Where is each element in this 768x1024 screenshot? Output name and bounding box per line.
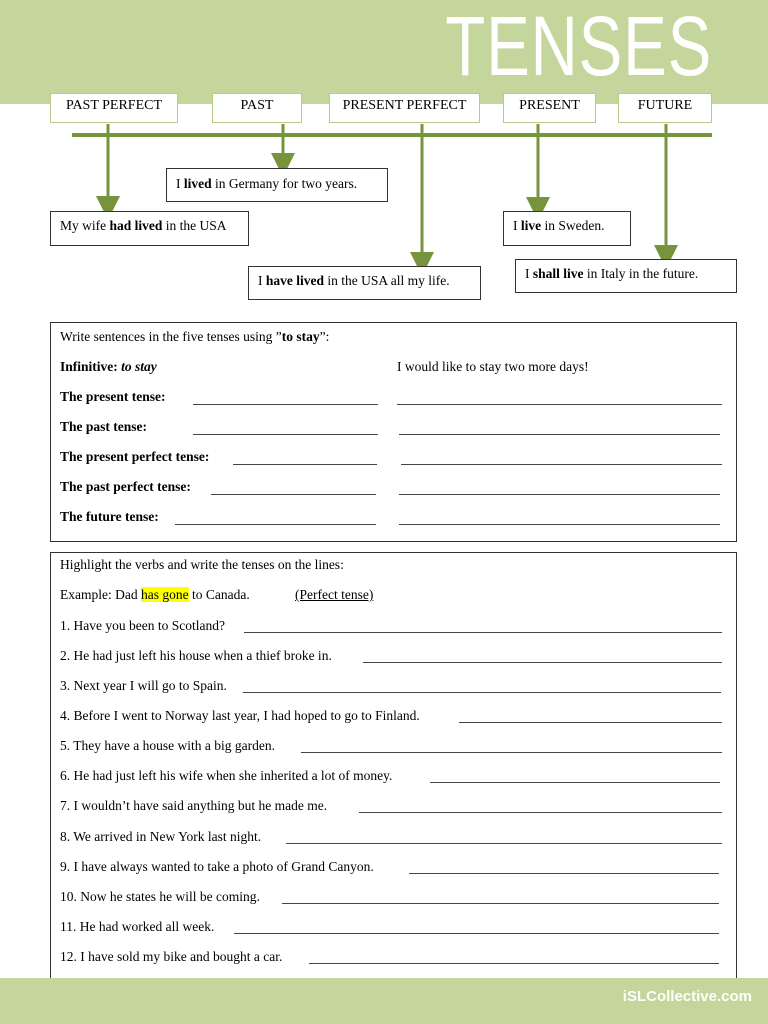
past-tense-answer-line-1[interactable]	[193, 434, 378, 435]
present-perfect-answer-line-2[interactable]	[401, 464, 722, 465]
sentence-9: 9. I have always wanted to take a photo of Grand Canyon.	[60, 859, 374, 874]
sentence-12-answer-line[interactable]	[309, 963, 719, 964]
past-perfect-tense-label: The past perfect tense:	[60, 479, 191, 494]
sentence-10: 10. Now he states he will be coming.	[60, 889, 260, 904]
page-title: TENSES	[445, 0, 712, 93]
sentence-8-answer-line[interactable]	[286, 843, 722, 844]
sentence-11-answer-line[interactable]	[234, 933, 719, 934]
example-past-perfect: My wife had lived in the USA	[50, 211, 249, 246]
future-tense-label: The future tense:	[60, 509, 159, 524]
past-tense-label: The past tense:	[60, 419, 147, 434]
exercise1-instruction: Write sentences in the five tenses using ”to stay”:	[60, 329, 330, 344]
example-sentence: I would like to stay two more days!	[397, 359, 589, 374]
timeline-label-past: PAST	[212, 93, 302, 123]
past-perfect-answer-line-1[interactable]	[211, 494, 376, 495]
sentence-6: 6. He had just left his wife when she inherited a lot of money.	[60, 768, 393, 783]
example-present: I live in Sweden.	[503, 211, 631, 246]
sentence-9-answer-line[interactable]	[409, 873, 719, 874]
sentence-8: 8. We arrived in New York last night.	[60, 829, 262, 844]
sentence-2-answer-line[interactable]	[363, 662, 722, 663]
infinitive-row: Infinitive: to stay	[60, 359, 157, 374]
sentence-4: 4. Before I went to Norway last year, I had hoped to go to Finland.	[60, 708, 420, 723]
past-perfect-answer-line-2[interactable]	[399, 494, 720, 495]
timeline-label-present-perfect: PRESENT PERFECT	[329, 93, 480, 123]
sentence-5-answer-line[interactable]	[301, 752, 722, 753]
sentence-5: 5. They have a house with a big garden.	[60, 738, 275, 753]
timeline-label-future: FUTURE	[618, 93, 712, 123]
future-tense-answer-line-2[interactable]	[399, 524, 720, 525]
future-tense-answer-line-1[interactable]	[175, 524, 376, 525]
exercise-highlight-verbs	[50, 552, 737, 980]
present-perfect-answer-line-1[interactable]	[233, 464, 377, 465]
sentence-2: 2. He had just left his house when a thief broke in.	[60, 648, 332, 663]
exercise2-example-answer: (Perfect tense)	[295, 587, 374, 602]
timeline-label-past-perfect: PAST PERFECT	[50, 93, 178, 123]
sentence-10-answer-line[interactable]	[282, 903, 719, 904]
sentence-1-answer-line[interactable]	[244, 632, 722, 633]
example-present-perfect: I have lived in the USA all my life.	[248, 266, 481, 300]
highlighted-verb: has gone	[140, 587, 189, 602]
footer-band	[0, 978, 768, 1024]
sentence-6-answer-line[interactable]	[430, 782, 720, 783]
sentence-7: 7. I wouldn’t have said anything but he made me.	[60, 798, 328, 813]
present-tense-answer-line-2[interactable]	[397, 404, 722, 405]
footer-brand: iSLCollective.com	[622, 988, 752, 1005]
present-perfect-tense-label: The present perfect tense:	[60, 449, 210, 464]
sentence-1: 1. Have you been to Scotland?	[60, 618, 225, 633]
present-tense-answer-line-1[interactable]	[193, 404, 378, 405]
sentence-12: 12. I have sold my bike and bought a car.	[60, 949, 283, 964]
sentence-11: 11. He had worked all week.	[60, 919, 215, 934]
timeline-label-present: PRESENT	[503, 93, 596, 123]
sentence-3-answer-line[interactable]	[243, 692, 721, 693]
example-past: I lived in Germany for two years.	[166, 168, 388, 202]
past-tense-answer-line-2[interactable]	[399, 434, 720, 435]
sentence-4-answer-line[interactable]	[459, 722, 722, 723]
example-future: I shall live in Italy in the future.	[515, 259, 737, 293]
exercise-write-sentences	[50, 322, 737, 542]
sentence-3: 3. Next year I will go to Spain.	[60, 678, 227, 693]
sentence-7-answer-line[interactable]	[359, 812, 722, 813]
exercise2-instruction: Highlight the verbs and write the tenses on the lines:	[60, 557, 344, 572]
exercise2-example: Example: Dad has gone to Canada.	[60, 587, 250, 602]
present-tense-label: The present tense:	[60, 389, 166, 404]
